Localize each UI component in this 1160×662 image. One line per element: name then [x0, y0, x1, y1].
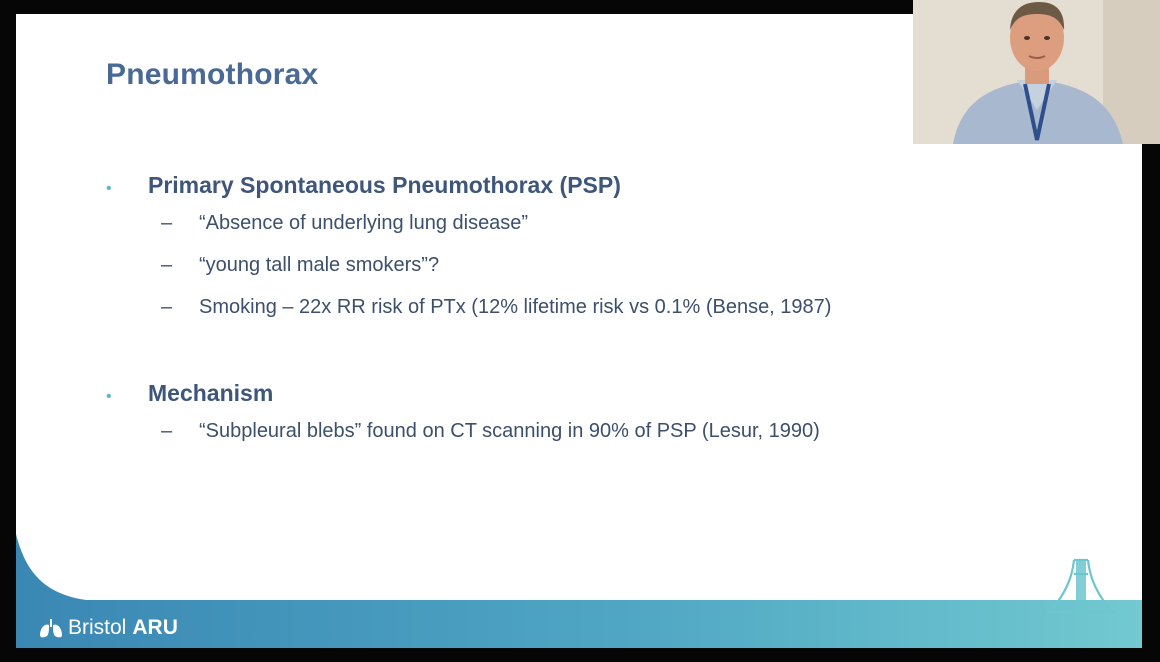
bullet-heading: Primary Spontaneous Pneumothorax (PSP) — [148, 172, 621, 198]
dash-marker: – — [161, 296, 173, 318]
sub-bullet — [161, 212, 831, 254]
sub-bullet-text: “young tall male smokers”? — [199, 254, 440, 276]
bullet-section-mechanism — [106, 380, 820, 462]
bullet-item — [106, 172, 831, 212]
sub-bullet-text: “Absence of underlying lung disease” — [199, 212, 529, 234]
lungs-icon — [38, 617, 64, 639]
presenter-video-feed — [913, 0, 1160, 144]
brand-name: Bristol — [68, 616, 127, 639]
dash-marker: – — [161, 212, 173, 234]
sub-bullet-text: “Subpleural blebs” found on CT scanning in 90% of PSP (Lesur, 1990) — [199, 420, 820, 442]
bridge-icon — [1046, 554, 1116, 614]
sub-bullet — [161, 420, 820, 462]
brand-logo — [38, 616, 178, 640]
sub-bullet — [161, 254, 831, 296]
bullet-section-psp — [106, 172, 831, 338]
bullet-dot-icon: • — [106, 388, 112, 405]
slide-title: Pneumothorax — [106, 58, 319, 91]
bullet-item — [106, 380, 820, 420]
bullet-dot-icon: • — [106, 180, 112, 197]
brand-suffix: ARU — [132, 616, 178, 639]
sub-bullet-text: Smoking – 22x RR risk of PTx (12% lifetime risk vs 0.1% (Bense, 1987) — [199, 296, 832, 318]
bullet-heading: Mechanism — [148, 380, 274, 406]
presenter-webcam — [913, 0, 1160, 144]
dash-marker: – — [161, 254, 173, 276]
dash-marker: – — [161, 420, 173, 442]
sub-bullet — [161, 296, 831, 338]
